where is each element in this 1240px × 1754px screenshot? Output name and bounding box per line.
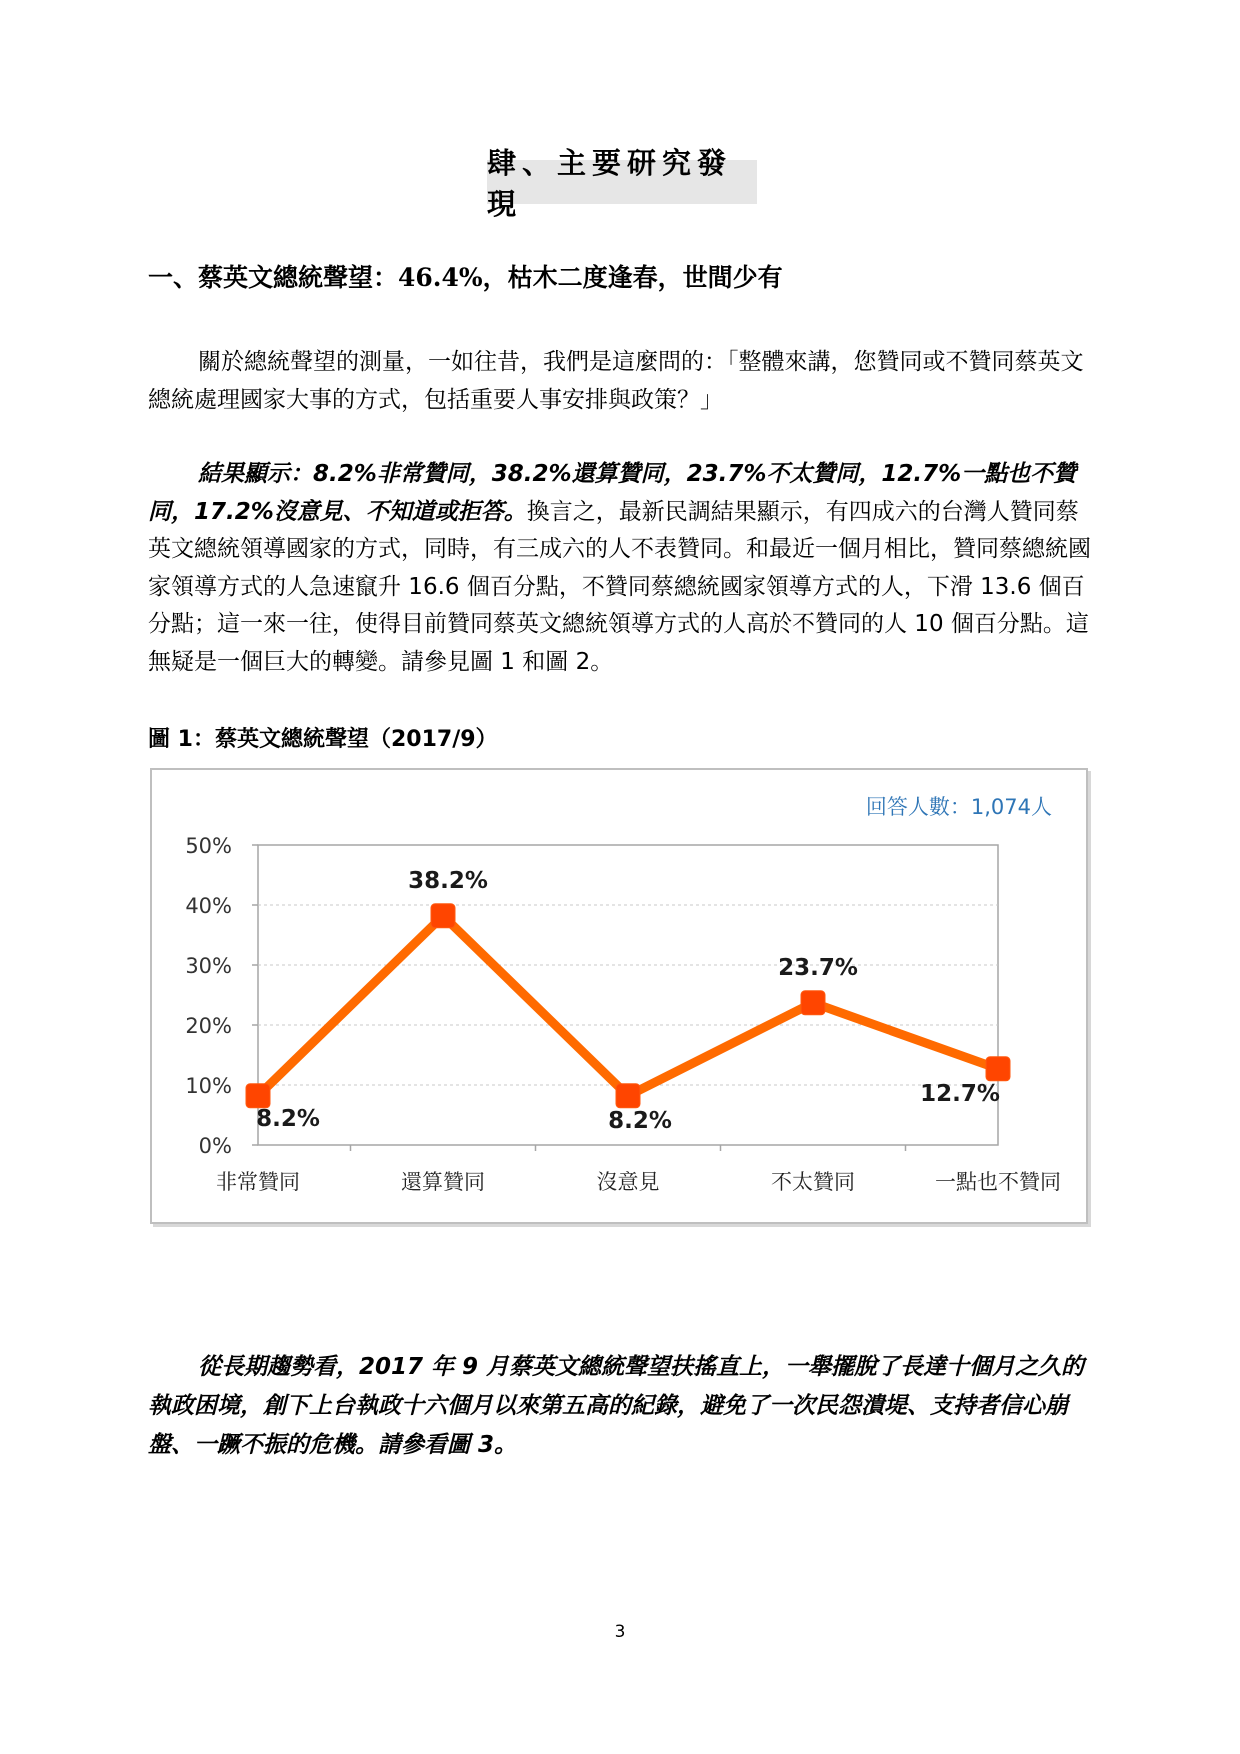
x-category-label: 一點也不贊同: [935, 1170, 1061, 1194]
heading: 一、蔡英文總統聲望：46.4%，枯木二度逢春，世間少有: [148, 263, 783, 292]
chart: [152, 770, 1086, 1222]
data-point: [616, 1084, 640, 1108]
paragraph-2-body: 換言之，最新民調結果顯示，有四成六的台灣人贊同蔡英文總統領導國家的方式，同時，有三成六的人不表贊同。和最近一個月相比，贊同蔡總統國家領導方式的人急速竄升 16.6 個百分點，不贊同蔡總統國家領導方式的人，下滑 13.6 個百分點；這一來一往，使得目前贊同蔡英文總統領導方式的人高於不贊同的人 10 個百分點。這無疑是一個巨大的轉變。請參見圖 1 和圖 2。: [148, 498, 1091, 675]
figure-caption: 圖 1：蔡英文總統聲望（2017/9）: [148, 727, 498, 752]
paragraph-1: 關於總統聲望的測量，一如往昔，我們是這麼問的：「整體來講，您贊同或不贊同蔡英文總統處理國家大事的方式，包括重要人事安排與政策？」: [148, 349, 1084, 413]
section-title: 肆、主要研究發現: [487, 160, 757, 204]
data-label: 8.2%: [256, 1105, 320, 1132]
y-tick-label: 30%: [185, 954, 232, 978]
x-category-label: 非常贊同: [216, 1170, 300, 1194]
paragraph-2-emphasis: 結果顯示：8.2%非常贊同，38.2%還算贊同，23.7%不太贊同，12.7%一點也不贊同，17.2%沒意見、不知道或拒答。: [148, 461, 1077, 525]
y-tick-label: 10%: [185, 1074, 232, 1098]
x-category-label: 沒意見: [596, 1170, 660, 1194]
respondent-count: 回答人數：1,074人: [865, 795, 1052, 819]
chart-frame: [150, 768, 1088, 1224]
x-category-label: 不太贊同: [771, 1170, 855, 1194]
paragraph-2: [148, 456, 1094, 681]
y-tick-label: 50%: [185, 834, 232, 858]
y-tick-label: 40%: [185, 894, 232, 918]
data-label: 23.7%: [778, 954, 858, 981]
y-tick-label: 0%: [198, 1134, 232, 1158]
x-category-label: 還算贊同: [401, 1170, 485, 1194]
series-line: [258, 916, 998, 1096]
paragraph-3: 從長期趨勢看，2017 年 9 月蔡英文總統聲望扶搖直上，一舉擺脫了長達十個月之久的執政困境，創下上台執政十六個月以來第五高的紀錄，避免了一次民怨潰堤、支持者信心崩盤、一蹶不振的危機。請參看圖 3。: [148, 1354, 1085, 1458]
data-point: [431, 904, 455, 928]
page-number: 3: [614, 1622, 626, 1642]
data-label: 8.2%: [608, 1107, 672, 1134]
data-label: 38.2%: [408, 867, 488, 894]
y-tick-label: 20%: [185, 1014, 232, 1038]
data-point: [801, 991, 825, 1015]
data-point: [986, 1057, 1010, 1081]
data-point: [246, 1084, 270, 1108]
data-label: 12.7%: [920, 1080, 1000, 1107]
